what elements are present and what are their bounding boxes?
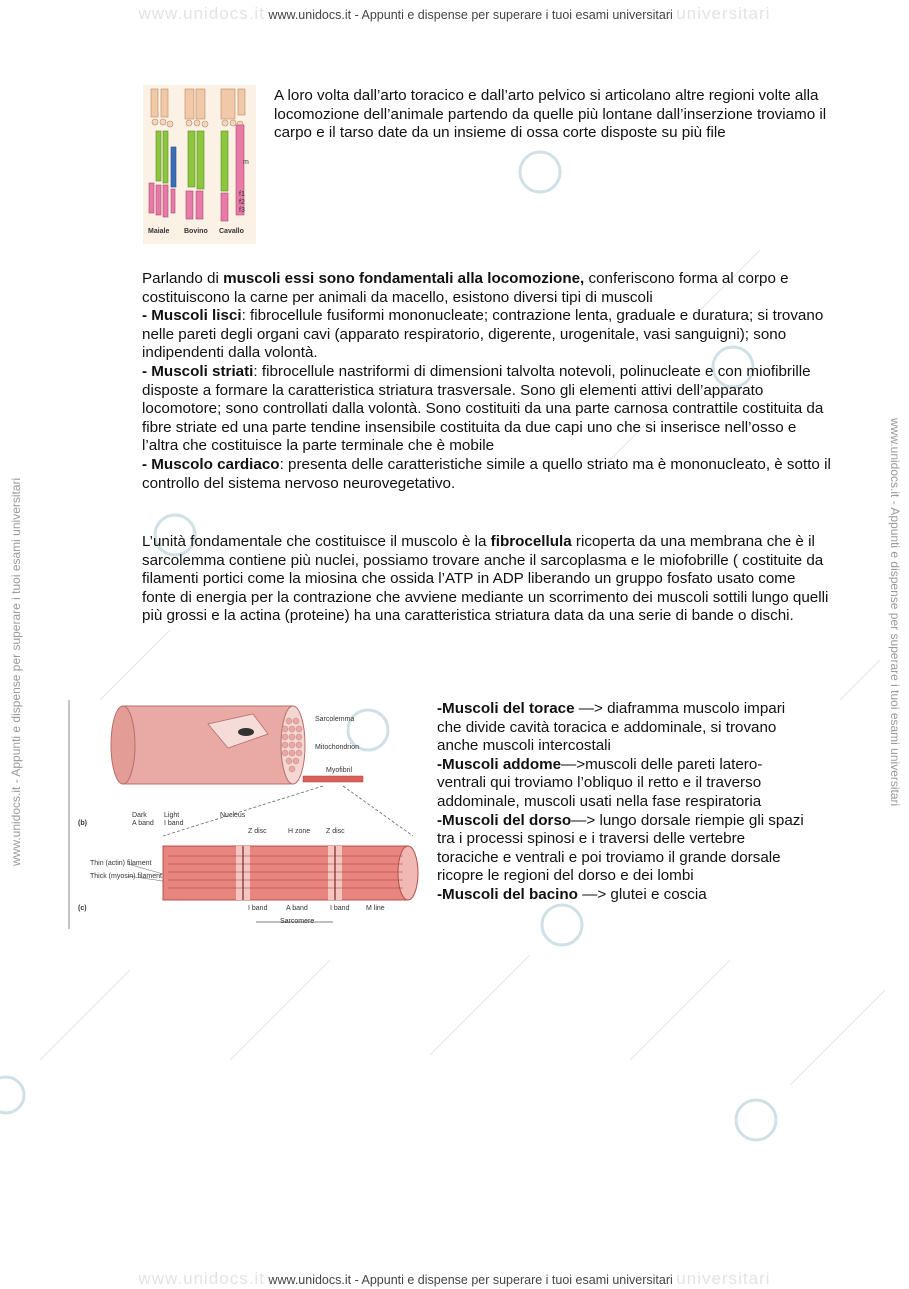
footer-banner-text[interactable]: www.unidocs.it - Appunti e dispense per superare i tuoi esami universitari xyxy=(268,1273,673,1287)
muscles-lead-b: conferiscono forma al corpo e costituiscono la carne per animali da macello, esistono diversi tipi di muscoli xyxy=(142,270,789,306)
fiber-label-i-band: I band xyxy=(164,820,184,827)
fiber-label-z-disc-2: Z disc xyxy=(326,828,345,835)
fiber-label-nucleus: Nucleus xyxy=(220,812,246,819)
fiber-label-mitochondrion: Mitochondrion xyxy=(315,744,359,751)
striati-label: - Muscoli striati xyxy=(142,362,254,380)
muscle-fiber-figure xyxy=(68,696,423,929)
fiber-label-a-band: A band xyxy=(132,820,154,827)
fiber-label-a-band-2: A band xyxy=(286,905,308,912)
header-banner xyxy=(0,4,909,24)
fiber-label-sarcomere: Sarcomere xyxy=(280,918,315,925)
footer-ghost-right: universitari xyxy=(676,1269,771,1288)
cardiaco-label: - Muscolo cardiaco xyxy=(142,455,280,473)
regions-paragraph xyxy=(437,700,809,905)
limb-bones-figure xyxy=(143,85,256,244)
fiber-label-m-line: M line xyxy=(366,905,385,912)
limb-label-bovino: Bovino xyxy=(184,228,208,235)
fiber-label-light: Light xyxy=(164,812,180,819)
fiber-label-thin: Thin (actin) filament xyxy=(90,860,152,867)
region-label-addome: -Muscoli addome xyxy=(437,755,562,773)
limb-annotation-f3: f3 xyxy=(239,207,245,214)
fiber-label-thick: Thick (myosin) filament xyxy=(90,873,162,880)
fiber-label-h-zone: H zone xyxy=(288,828,311,835)
fiber-label-dark: Dark xyxy=(132,812,147,819)
lisci-label: - Muscoli lisci xyxy=(142,307,242,325)
limb-label-cavallo: Cavallo xyxy=(219,228,244,235)
footer-banner xyxy=(0,1269,909,1289)
fiber-label-sarcolemma: Sarcolemma xyxy=(315,716,355,723)
right-side-watermark: www.unidocs.it - Appunti e dispense per superare i tuoi esami universitari xyxy=(888,418,902,807)
fiber-label-myofibril: Myofibril xyxy=(326,767,353,774)
muscles-lead-a: Parlando di xyxy=(142,270,224,287)
limb-annotation-f2: f2 xyxy=(239,199,245,206)
fiber-label-i-band-2: I band xyxy=(248,905,268,912)
fibro-text-a: L’unità fondamentale che costituisce il muscolo è la xyxy=(142,533,491,550)
region-text-torace: —> diaframma muscolo impari che divide cavità toracica e addominale, si trovano anche muscoli intercostali xyxy=(437,700,786,755)
fibrocellula-paragraph xyxy=(142,533,832,626)
fiber-label-i-band-3: I band xyxy=(330,905,350,912)
limb-label-maiale: Maiale xyxy=(148,228,170,235)
region-label-bacino: -Muscoli del bacino xyxy=(437,885,578,903)
region-text-addome: —>muscoli delle pareti latero-ventrali qui troviamo l’obliquo il retto e il traverso addominale, muscoli usati nella fase respiratoria xyxy=(437,755,763,810)
muscles-lead-bold: muscoli essi sono fondamentali alla locomozione, xyxy=(223,270,585,287)
region-text-bacino: —> glutei e coscia xyxy=(577,885,707,903)
intro-paragraph: A loro volta dall’arto toracico e dall’arto pelvico si articolano altre regioni volte alla locomozione dell’animale partendo da quelle più lontane dall’inserzione troviamo il carpo e il tarso date da un insieme di ossa corte disposte su più file xyxy=(274,87,827,142)
lisci-text: : fibrocellule fusiformi mononucleate; contrazione lenta, graduale e duratura; si trovano nelle pareti degli organi cavi (apparato respiratorio, digerente, urogenitale, vasi sanguigni); sono indipendenti dalla volontà. xyxy=(142,307,824,362)
fibro-text-b: ricoperta da una membrana che è il sarcolemma contiene più nuclei, possiamo trovare anche il sarcoplasma e le miofobrille ( costituite da filamenti portici come la miosina che ossida l’ATP in ADP liberando un gruppo fosfato usato come fonte di energia per la contrazione che avviene mediante un scorrimento dei muscoli sottili lungo quelli più grossi e la actina (proteine) ha una caratteristica striatura data da una serie di bande o dischi. xyxy=(142,533,829,625)
footer-ghost-left: www.unidocs.it xyxy=(138,1269,265,1288)
fiber-label-b: (b) xyxy=(78,820,87,827)
header-banner-text[interactable]: www.unidocs.it - Appunti e dispense per superare i tuoi esami universitari xyxy=(268,8,673,22)
left-side-watermark: www.unidocs.it - Appunti e dispense per superare i tuoi esami universitari xyxy=(9,477,23,866)
muscle-fiber-drawing xyxy=(68,696,423,929)
region-label-dorso: -Muscoli del dorso xyxy=(437,811,572,829)
limb-annotation-m: m xyxy=(243,159,249,166)
fiber-label-z-disc-1: Z disc xyxy=(248,828,267,835)
header-ghost-left: www.unidocs.it xyxy=(138,4,265,23)
limb-bones-drawing xyxy=(143,85,256,244)
region-text-dorso: —> lungo dorsale riempie gli spazi tra i processi spinosi e i traversi delle vertebre toraciche e ventrali e poi troviamo il grande dorsale ricopre le regioni del dorso e dei lombi xyxy=(437,811,804,885)
muscle-types-paragraph xyxy=(142,270,832,493)
region-label-torace: -Muscoli del torace xyxy=(437,700,575,717)
cardiaco-text: : presenta delle caratteristiche simile a quello striato ma è mononucleato, è sotto il controllo del sistema nervoso neurovegetativo. xyxy=(142,455,831,492)
header-ghost-right: universitari xyxy=(676,4,771,23)
fiber-label-c: (c) xyxy=(78,905,87,912)
limb-annotation-f1: f1 xyxy=(239,191,245,198)
fibro-bold: fibrocellula xyxy=(490,533,572,550)
striati-text: : fibrocellule nastriformi di dimensioni talvolta notevoli, polinucleate e con miofibrille disposte a formare la caratteristica striatura trasversale. Sono gli elementi attivi dell’apparato locomotore; sono controllati dalla volontà. Sono costituiti da una parte carnosa contrattile costituita da fibre striate ed una parte tendine insensibile costituita da due capi uno che si inserisce nell’osso e l’altra che costituisce la parte terminale che è mobile xyxy=(142,362,824,455)
